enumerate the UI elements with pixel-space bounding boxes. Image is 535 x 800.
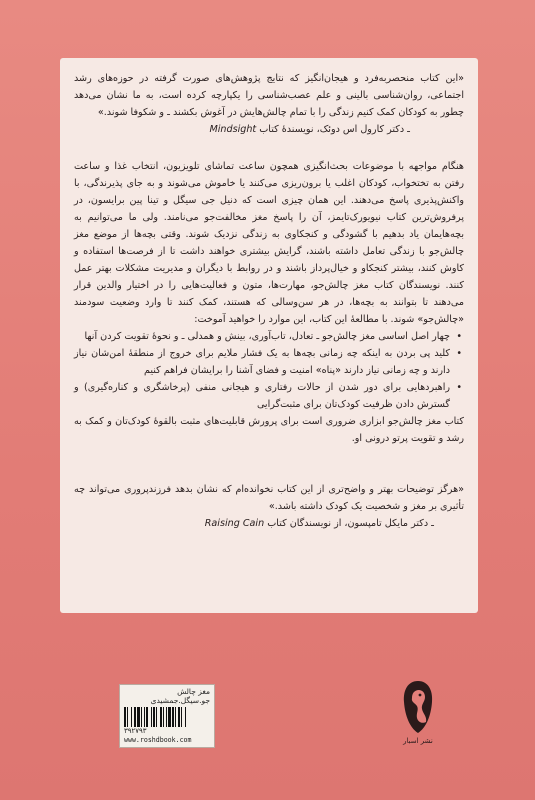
endorsement-quote-2: «هرگز توضیحات بهتر و واضح‌تری از این کتاب نخوانده‌ام که نشان بدهد فرزندپروری می‌تواند چه تأثیری بر مغز و شخصیت یک کودک داشته باشد.» — [74, 484, 464, 512]
publisher-logo — [397, 678, 439, 754]
endorsement-quote-1: «این کتاب منحصربه‌فرد و هیجان‌انگیز که نتایج پژوهش‌های صورت گرفته در حوزه‌های رشد اجتماعی، روان‌شناسی بالینی و علم عصب‌شناسی را یکپارچه کرده است، به ما نشان می‌دهد چطور به کودکان کمک کنیم زندگی را با تمام چالش‌هایش در آغوش بکشند ـ و شکوفا شوند.» — [74, 73, 464, 118]
description-paragraph: هنگام مواجهه با موضوعات بحث‌انگیزی همچون ساعت تماشای تلویزیون، انتخاب غذا و ساعت رفتن به تختخواب، کودکان اغلب یا برون‌ریزی می‌کنند یا خاموش می‌شوند و به جای پذیرندگی، با واکنش‌پذیری پاسخ می‌دهند. این همان چیزی است که دنیل جی سیگل و تینا پین برایسون، در پرفروش‌ترین کتاب نیویورک‌تایمز، آن را پاسخ مغز مخالفت‌جو می‌نامند. ولی ما می‌توانیم به بچه‌هایمان یاد بدهیم با گشودگی و کنجکاوی به زندگی نزدیک شوند. وقتی بچه‌ها از موضع مغز چالش‌جو با زندگی تعامل داشته باشند، گرایش بیشتری خواهند داشت تا از فرصت‌ها استفاده و کاوش کنند، بیشتر کنجکاو و خیال‌پرداز باشند و در روابط با دیگران و مدیریت مشکلات بهتر عمل کنند. نویسندگان کتاب مغز چالش‌جو، مهارت‌ها، متون و فعالیت‌هایی را در اختیار والدین قرار می‌دهند تا بتوانند به بچه‌ها، در هر سن‌وسالی که هستند، کمک کنند تا وارد وضعیت سودمند «چالش‌جو» شوند. با مطالعهٔ این کتاب، این موارد را خواهید آموخت: — [74, 161, 464, 325]
learning-points-list — [74, 328, 464, 413]
closing-statement: کتاب مغز چالش‌جو ابزاری ضروری است برای پرورش قابلیت‌های مثبت بالقوهٔ کودک‌تان و کمک به رشد و تقویت پرتو درونی او. — [74, 416, 464, 444]
barcode-icon — [124, 707, 210, 727]
sticker-url: www.roshdbook.com — [124, 736, 192, 744]
text-panel — [60, 58, 478, 613]
book-description — [74, 158, 464, 328]
attribution-1-prefix: ـ دکتر کارول اس دوئک، نویسندهٔ کتاب — [259, 124, 410, 135]
attribution-1-book: Mindsight — [209, 124, 257, 135]
learning-point: • راهبردهایی برای دور شدن از حالات رفتاری و هیجانی منفی (پرخاشگری و کناره‌گیری) و گسترش دادن ظرفیت کودک‌تان برای مثبت‌گرایی — [74, 379, 452, 413]
sticker-subtitle: جو.سیگل.جمشیدی — [150, 696, 210, 705]
attribution-2-prefix: ـ دکتر مایکل تامپسون، از نویسندگان کتاب — [267, 518, 434, 529]
horse-logo-icon — [400, 678, 436, 736]
publisher-name: نشر اسبار — [403, 737, 433, 745]
barcode-number: ۳۹۲۷۹۳ — [124, 727, 147, 735]
sticker-title: مغز چالش — [177, 687, 210, 696]
barcode-sticker — [119, 684, 215, 748]
learning-point: • کلید پی بردن به اینکه چه زمانی بچه‌ها به یک فشار ملایم برای خروج از منطقهٔ امن‌شان نیاز دارند و چه زمانی نیاز دارند «پناه» امنیت و فضای آشنا را برایشان فراهم کنیم — [74, 345, 452, 379]
attribution-2-book: Raising Cain — [204, 518, 265, 529]
endorsement-attribution-2 — [74, 515, 464, 532]
learning-point: • چهار اصل اساسی مغز چالش‌جو ـ تعادل، تاب‌آوری، بینش و همدلی ـ و نحوهٔ تقویت کردن آنها — [74, 328, 452, 345]
endorsement-attribution-1 — [74, 121, 464, 138]
